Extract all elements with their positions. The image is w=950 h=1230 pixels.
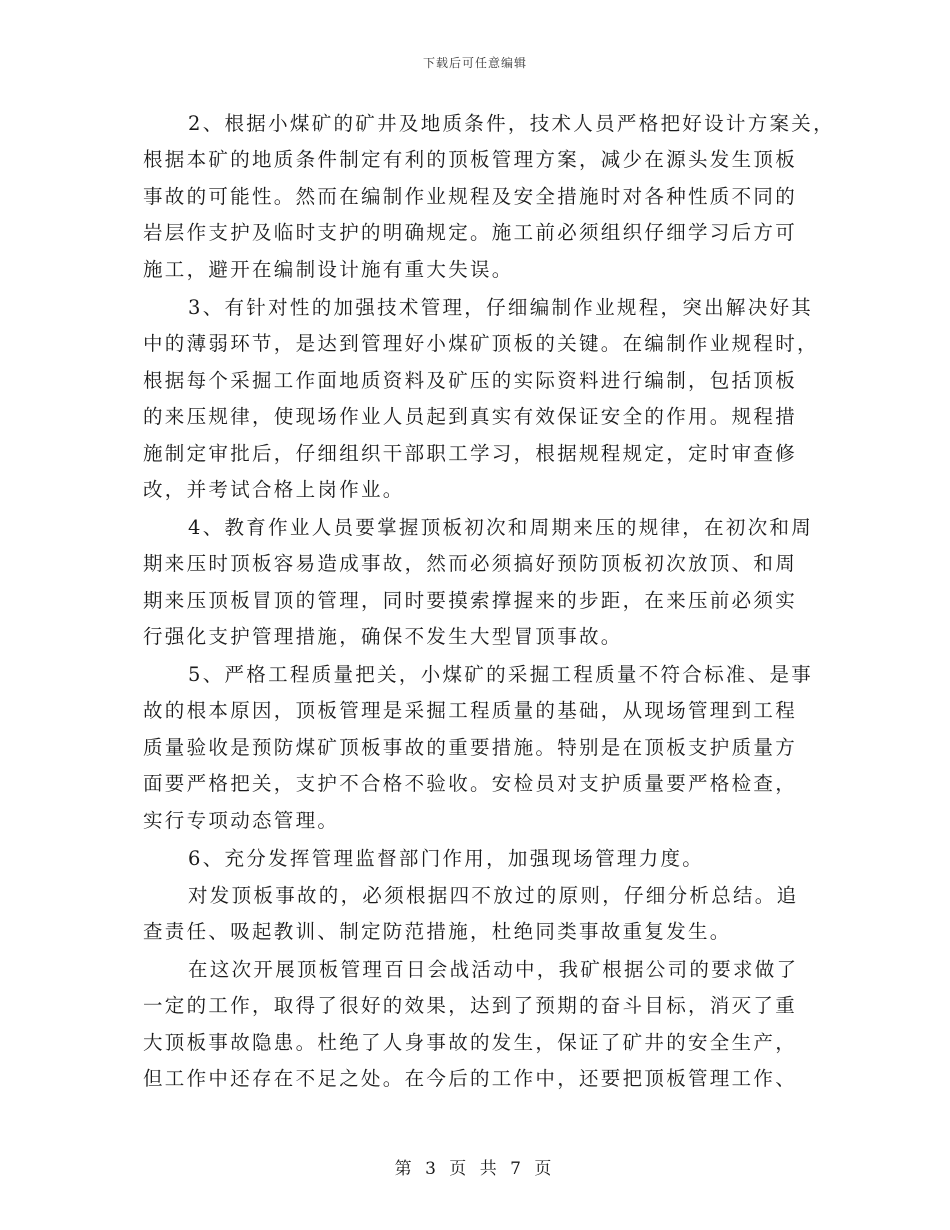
text-line: 对发顶板事故的，必须根据四不放过的原则，仔细分析总结。追 [188, 884, 799, 907]
text-line: 在这次开展顶板管理百日会战活动中，我矿根据公司的要求做了 [188, 958, 799, 981]
text-line: 故的根本原因，顶板管理是采掘工程质量的基础，从现场管理到工程 [143, 699, 798, 722]
text-line: 面要严格把关，支护不合格不验收。安检员对支护质量要严格检查， [143, 772, 798, 795]
text-line: 期来压顶板冒顶的管理，同时要摸索撑握来的步距，在来压前必须实 [143, 589, 798, 612]
page-header: 下载后可任意编辑 [422, 56, 527, 70]
text-line: 查责任、吸起教训、制定防范措施，杜绝同类事故重复发生。 [143, 920, 732, 943]
text-line: 一定的工作，取得了很好的效果，达到了预期的奋斗目标，消灭了重 [143, 994, 798, 1017]
text-line: 3、有针对性的加强技术管理，仔细编制作业规程，突出解决好其 [188, 296, 814, 319]
text-line: 5、严格工程质量把关，小煤矿的采掘工程质量不符合标准、是事 [188, 663, 814, 686]
text-line: 2、根据小煤矿的矿井及地质条件，技术人员严格把好设计方案关， [188, 112, 835, 135]
text-line: 6、充分发挥管理监督部门作用，加强现场管理力度。 [188, 847, 705, 870]
text-line: 中的薄弱环节，是达到管理好小煤矿顶板的关键。在编制作业规程时， [143, 332, 819, 355]
text-line: 根据本矿的地质条件制定有利的顶板管理方案，减少在源头发生顶板 [143, 148, 798, 171]
text-line: 岩层作支护及临时支护的明确规定。施工前必须组织仔细学习后方可 [143, 221, 798, 244]
text-line: 的来压规律，使现场作业人员起到真实有效保证安全的作用。规程措 [143, 405, 798, 428]
text-line: 事故的可能性。然而在编制作业规程及安全措施时对各种性质不同的 [143, 185, 798, 208]
text-line: 实行专项动态管理。 [143, 809, 340, 832]
text-line: 施工，避开在编制设计施有重大失误。 [143, 258, 514, 281]
text-line: 4、教育作业人员要掌握顶板初次和周期来压的规律，在初次和周 [188, 516, 814, 539]
text-line: 大顶板事故隐患。杜绝了人身事故的发生，保证了矿井的安全生产， [143, 1031, 798, 1054]
text-line: 施制定审批后，仔细组织干部职工学习，根据规程规定，定时审查修 [143, 442, 798, 465]
text-line: 改，并考试合格上岗作业。 [143, 478, 405, 501]
text-line: 期来压时顶板容易造成事故，然而必须搞好预防顶板初次放顶、和周 [143, 552, 798, 575]
text-line: 但工作中还存在不足之处。在今后的工作中，还要把顶板管理工作、 [143, 1067, 798, 1090]
text-line: 根据每个采掘工作面地质资料及矿压的实际资料进行编制，包括顶板 [143, 369, 798, 392]
text-line: 质量验收是预防煤矿顶板事故的重要措施。特别是在顶板支护质量方 [143, 736, 798, 759]
page-number: 第 3 页 共 7 页 [394, 1159, 556, 1179]
text-line: 行强化支护管理措施，确保不发生大型冒顶事故。 [143, 625, 623, 648]
